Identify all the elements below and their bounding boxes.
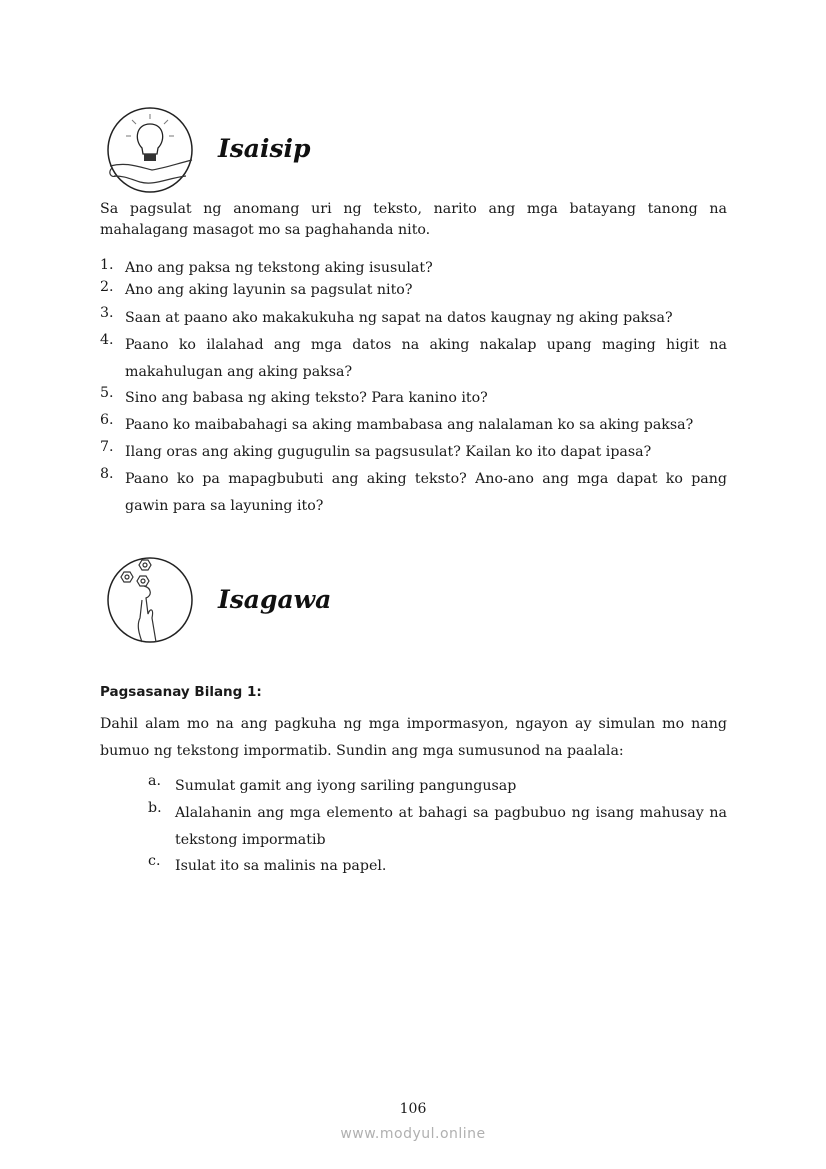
list-item xyxy=(100,257,727,279)
item-letter: b. xyxy=(148,800,162,816)
item-text: Ano ang aking layunin sa pagsulat nito? xyxy=(125,282,413,298)
item-text: Ano ang paksa ng tekstong aking isusulat? xyxy=(125,260,433,276)
list-item xyxy=(100,412,727,439)
item-text: Alalahanin ang mga elemento at bahagi sa pagbubuo ng isang mahusay na tekstong impormatib xyxy=(175,805,727,848)
item-number: 1. xyxy=(100,257,114,273)
item-number: 2. xyxy=(100,279,114,295)
item-text: Isulat ito sa malinis na papel. xyxy=(175,858,387,874)
section-title-isagawa: Isagawa xyxy=(218,585,332,614)
item-text: Paano ko ilalahad ang mga datos na aking nakalap upang maging higit na makahulugan ang aking paksa? xyxy=(125,337,727,380)
exercise-label: Pagsasanay Bilang 1: xyxy=(100,684,262,700)
item-number: 4. xyxy=(100,332,114,348)
item-letter: c. xyxy=(148,853,161,869)
item-number: 3. xyxy=(100,305,114,321)
item-number: 6. xyxy=(100,412,114,428)
isagawa-intro: Dahil alam mo na ang pagkuha ng mga impormasyon, ngayon ay simulan mo nang bumuo ng tekstong impormatib. Sundin ang mga sumusunod na paalala: xyxy=(100,716,727,759)
watermark: www.modyul.online xyxy=(340,1126,486,1142)
page-number: 106 xyxy=(399,1101,427,1117)
list-item xyxy=(100,466,727,520)
isaisip-intro: Sa pagsulat ng anomang uri ng teksto, narito ang mga batayang tanong na mahalagang masagot mo sa paghahanda nito. xyxy=(100,201,727,238)
item-number: 5. xyxy=(100,385,114,401)
list-item xyxy=(148,800,727,854)
list-item xyxy=(100,439,727,466)
list-item xyxy=(148,773,727,800)
item-text: Paano ko pa mapagbubuti ang aking teksto? Ano-ano ang mga dapat ko pang gawin para sa layuning ito? xyxy=(125,471,727,514)
item-text: Sumulat gamit ang iyong sariling pangungusap xyxy=(175,778,517,794)
list-item xyxy=(100,279,727,301)
item-text: Ilang oras ang aking gugugulin sa pagsusulat? Kailan ko ito dapat ipasa? xyxy=(125,444,652,460)
item-text: Saan at paano ako makakukuha ng sapat na datos kaugnay ng aking paksa? xyxy=(125,310,673,326)
item-number: 8. xyxy=(100,466,114,482)
list-item xyxy=(100,385,727,412)
item-letter: a. xyxy=(148,773,161,789)
list-item xyxy=(148,853,727,880)
item-text: Paano ko maibabahagi sa aking mambabasa ang nalalaman ko sa aking paksa? xyxy=(125,417,694,433)
hand-gears-icon xyxy=(106,556,194,644)
section-title-isaisip: Isaisip xyxy=(218,134,311,163)
lightbulb-hand-icon xyxy=(106,106,194,194)
list-item xyxy=(100,332,727,386)
item-number: 7. xyxy=(100,439,114,455)
list-item xyxy=(100,305,727,332)
item-text: Sino ang babasa ng aking teksto? Para kanino ito? xyxy=(125,390,488,406)
